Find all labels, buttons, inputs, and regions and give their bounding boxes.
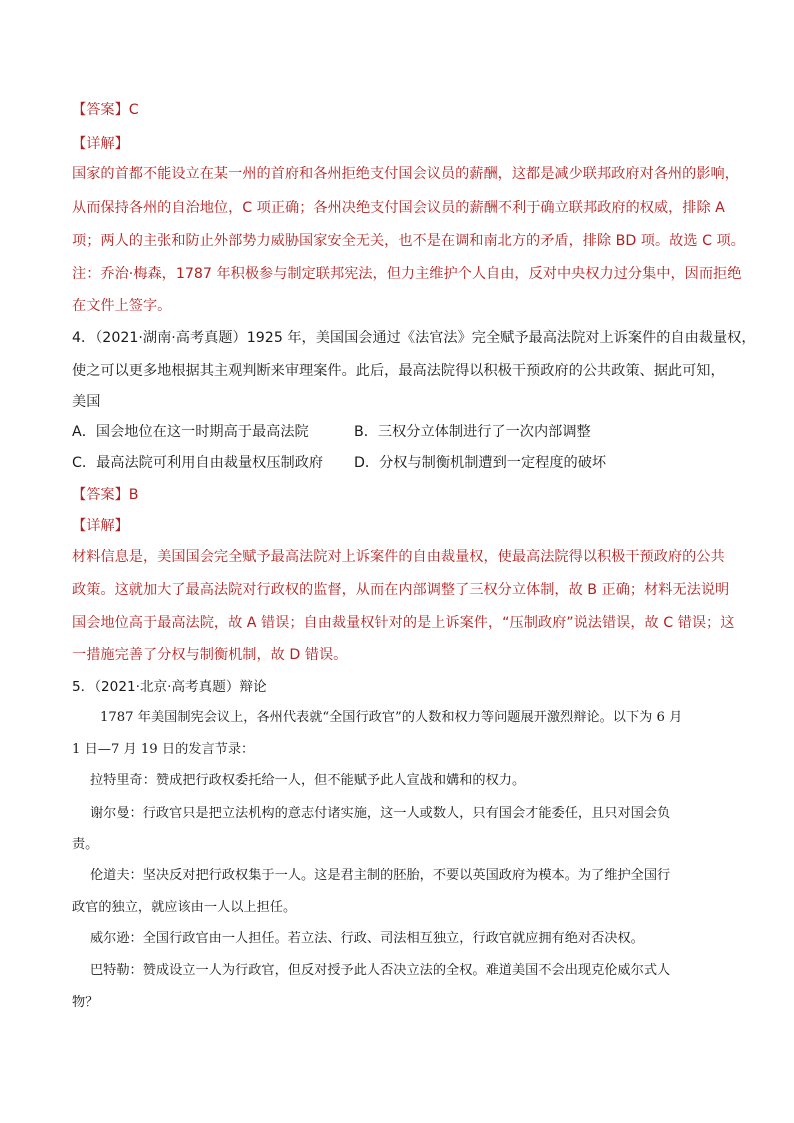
speech-line: 拉特里奇：赞成把行政权委托给一人，但不能赋予此人宣战和媾和的权力。 — [90, 773, 526, 788]
material-line: 1 日—7 月 19 日的发言节录： — [72, 742, 255, 757]
speech-line: 政官的独立，就应该由一人以上担任。 — [72, 900, 297, 915]
detail-line: 政策。这就加大了最高法院对行政权的监督，从而在内部调整了三权分立体制，故 B 正确；材料无法说明 — [72, 582, 730, 598]
option-c: C．最高法院可利用自由裁量权压制政府 — [72, 455, 324, 471]
detail-line: 国会地位高于最高法院，故 A 错误；自由裁量权针对的是上诉案件，“压制政府”说法错误，故 C 错误；这 — [72, 615, 735, 631]
question-stem: 5．（2021·北京·高考真题）辩论 — [72, 679, 267, 695]
question-stem-line: 4．（2021·湖南·高考真题）1925 年，美国国会通过《法官法》完全赋予最高法院对上诉案件的自由裁量权， — [72, 330, 756, 346]
detail-line: 国家的首都不能设立在某一州的首府和各州拒绝支付国会议员的薪酬，这都是减少联邦政府对各州的影响， — [72, 166, 739, 182]
speech-line: 谢尔曼：行政官只是把立法机构的意志付诸实施，这一人或数人，只有国会才能委任，且只对国会负 — [90, 806, 671, 821]
detail-line: 在文件上签字。 — [72, 298, 172, 314]
speech-line: 巴特勒：赞成设立一人为行政官，但反对授予此人否决立法的全权。难道美国不会出现克伦威尔式人 — [90, 963, 671, 978]
detail-line: 一措施完善了分权与制衡机制，故 D 错误。 — [72, 647, 348, 663]
detail-line: 材料信息是，美国国会完全赋予最高法院对上诉案件的自由裁量权，使最高法院得以积极干预政府的公共 — [72, 549, 725, 565]
option-d: D．分权与制衡机制遭到一定程度的破坏 — [354, 455, 607, 471]
answer-line — [72, 100, 139, 120]
answer-tag: 【答案】 — [72, 487, 129, 503]
answer-line — [72, 485, 139, 505]
detail-line: 注：乔治·梅森，1787 年积极参与制定联邦宪法，但力主维护个人自由，反对中央权力过分集中，因而拒绝 — [72, 266, 742, 282]
speech-line: 威尔逊：全国行政官由一人担任。若立法、行政、司法相互独立，行政官就应拥有绝对否决权。 — [90, 931, 644, 946]
option-a: A．国会地位在这一时期高于最高法院 — [72, 424, 309, 440]
question-stem-line: 美国 — [72, 394, 101, 410]
answer-tag: 【答案】 — [72, 102, 129, 118]
speech-line: 物？ — [72, 995, 99, 1010]
detail-line: 项；两人的主张和防止外部势力威胁国家安全无关，也不是在调和南北方的矛盾，排除 BD 项。故选 C 项。 — [72, 233, 745, 249]
detail-line: 从而保持各州的自治地位，C 项正确；各州决绝支付国会议员的薪酬不利于确立联邦政府的权威，排除 A — [72, 200, 725, 216]
material-line: 1787 年美国制宪会议上，各州代表就“全国行政官”的人数和权力等问题展开激烈辩论。以下为 6 月 — [100, 710, 683, 725]
detail-tag: 【详解】 — [72, 136, 129, 152]
question-stem-line: 使之可以更多地根据其主观判断来审理案件。此后，最高法院得以积极干预政府的公共政策、据此可知， — [72, 363, 725, 379]
speech-line: 责。 — [72, 837, 99, 852]
detail-tag: 【详解】 — [72, 518, 129, 534]
option-b: B．三权分立体制进行了一次内部调整 — [354, 424, 591, 440]
answer-value: C — [128, 102, 139, 118]
answer-value: B — [128, 487, 139, 503]
speech-line: 伦道夫：坚决反对把行政权集于一人。这是君主制的胚胎，不要以英国政府为模本。为了维护全国行 — [90, 868, 671, 883]
